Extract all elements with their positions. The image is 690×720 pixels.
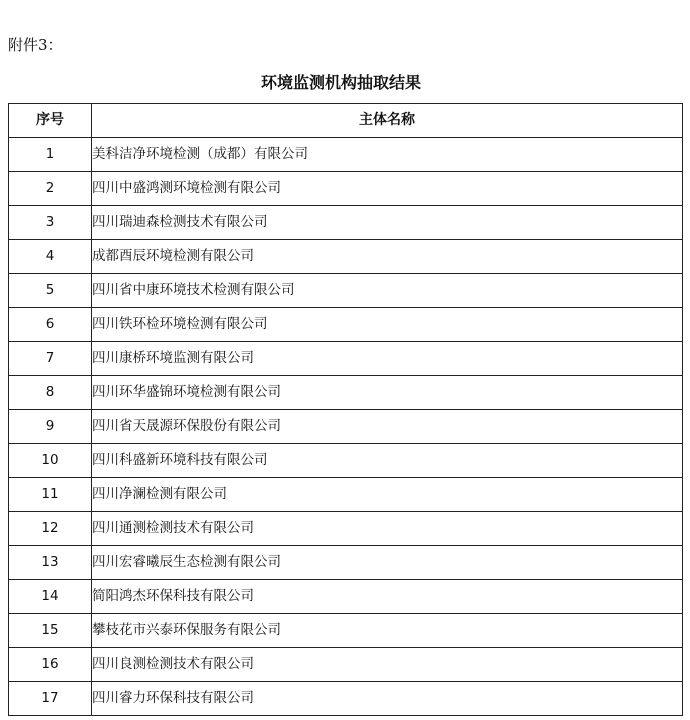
results-table [8, 103, 683, 716]
header-serial-number: 序号 [9, 104, 92, 138]
row-number: 8 [9, 376, 92, 410]
row-number: 11 [9, 478, 92, 512]
row-entity-name: 四川睿力环保科技有限公司 [92, 682, 683, 716]
table-row [9, 308, 683, 342]
row-entity-name: 四川省中康环境技术检测有限公司 [92, 274, 683, 308]
row-number: 17 [9, 682, 92, 716]
table-row [9, 648, 683, 682]
table-row [9, 580, 683, 614]
row-entity-name: 四川净澜检测有限公司 [92, 478, 683, 512]
row-number: 6 [9, 308, 92, 342]
row-number: 1 [9, 138, 92, 172]
table-row [9, 478, 683, 512]
page-title: 环境监测机构抽取结果 [260, 73, 421, 92]
row-entity-name: 四川科盛新环境科技有限公司 [92, 444, 683, 478]
row-entity-name: 四川铁环检环境检测有限公司 [92, 308, 683, 342]
row-entity-name: 攀枝花市兴泰环保服务有限公司 [92, 614, 683, 648]
table-row [9, 172, 683, 206]
row-entity-name: 四川瑞迪森检测技术有限公司 [92, 206, 683, 240]
row-number: 13 [9, 546, 92, 580]
row-number: 15 [9, 614, 92, 648]
table-row [9, 138, 683, 172]
row-entity-name: 四川康桥环境监测有限公司 [92, 342, 683, 376]
row-number: 12 [9, 512, 92, 546]
row-entity-name: 四川省天晟源环保股份有限公司 [92, 410, 683, 444]
row-number: 3 [9, 206, 92, 240]
row-entity-name: 简阳鸿杰环保科技有限公司 [92, 580, 683, 614]
table-row [9, 444, 683, 478]
row-entity-name: 四川中盛鸿测环境检测有限公司 [92, 172, 683, 206]
row-entity-name: 美科洁净环境检测（成都）有限公司 [92, 138, 683, 172]
table-row [9, 274, 683, 308]
table-row [9, 682, 683, 716]
row-number: 2 [9, 172, 92, 206]
table-row [9, 206, 683, 240]
header-entity-name: 主体名称 [92, 104, 683, 138]
table-row [9, 342, 683, 376]
row-number: 16 [9, 648, 92, 682]
row-entity-name: 四川环华盛锦环境检测有限公司 [92, 376, 683, 410]
row-entity-name: 四川良测检测技术有限公司 [92, 648, 683, 682]
row-number: 14 [9, 580, 92, 614]
table-header-row [9, 104, 683, 138]
row-number: 7 [9, 342, 92, 376]
row-number: 10 [9, 444, 92, 478]
table-row [9, 410, 683, 444]
row-number: 9 [9, 410, 92, 444]
attachment-label: 附件3： [8, 36, 63, 54]
table-row [9, 376, 683, 410]
row-number: 5 [9, 274, 92, 308]
row-entity-name: 四川宏睿曦辰生态检测有限公司 [92, 546, 683, 580]
row-number: 4 [9, 240, 92, 274]
row-entity-name: 四川通测检测技术有限公司 [92, 512, 683, 546]
table-row [9, 546, 683, 580]
table-row [9, 512, 683, 546]
row-entity-name: 成都酉辰环境检测有限公司 [92, 240, 683, 274]
table-row [9, 614, 683, 648]
table-row [9, 240, 683, 274]
